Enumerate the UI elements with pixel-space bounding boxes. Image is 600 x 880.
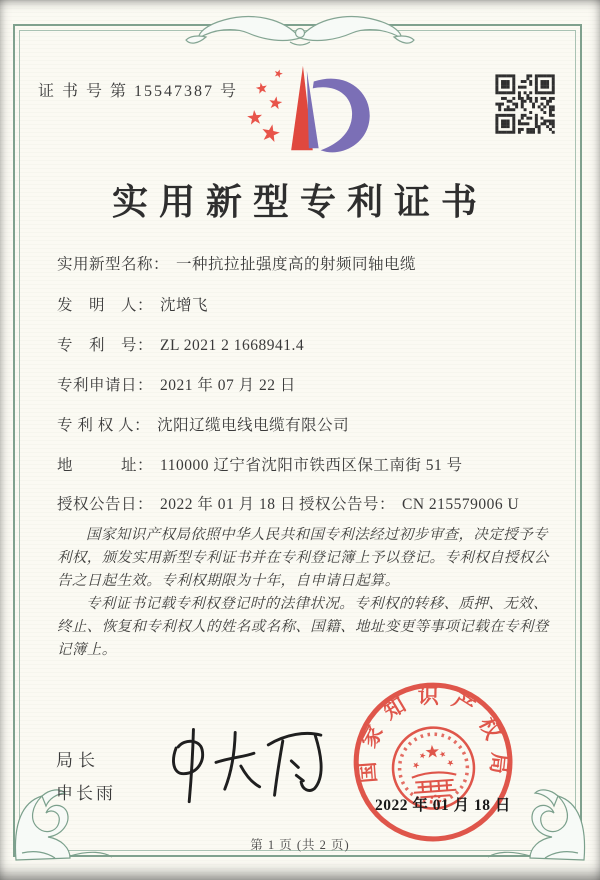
- field-row-grant: [57, 492, 557, 514]
- logo-purple-p: [307, 71, 370, 153]
- field-value: 2021 年 07 月 22 日: [160, 377, 296, 394]
- grant-number: 授权公告号： CN 215579006 U: [299, 496, 520, 513]
- seal-emblem-stars: [412, 743, 454, 768]
- field-row-address: [57, 453, 557, 475]
- grant-date: 授权公告日： 2022 年 01 月 18 日: [57, 496, 296, 513]
- certificate-title: 实用新型专利证书: [111, 182, 488, 222]
- field-row-inventor: [57, 293, 557, 315]
- field-row-filing-date: [57, 373, 557, 395]
- field-row-name: [57, 252, 557, 274]
- seal-date: 2022 年 01 月 18 日: [375, 797, 511, 814]
- qr-code-icon: [494, 73, 556, 135]
- field-value: ZL 2021 2 1668941.4: [160, 337, 305, 354]
- field-value: 一种抗拉扯强度高的射频同轴电缆: [176, 256, 417, 273]
- certificate-number: 证 书 号 第 15547387 号: [38, 83, 239, 100]
- field-label: 专 利 权 人：: [57, 417, 151, 434]
- field-label: 专 利 号：: [57, 337, 154, 354]
- field-value: 110000 辽宁省沈阳市铁西区保工南街 51 号: [160, 457, 463, 474]
- logo-stars: [247, 69, 283, 142]
- legal-paragraph-2: 专利证书记载专利权登记时的法律状况。专利权的转移、质押、无效、终止、恢复和专利权人的姓名或名称、国籍、地址变更等事项记载在专利登记簿上。: [57, 596, 549, 658]
- field-label: 地 址：: [57, 457, 154, 474]
- director-name: 申长雨: [56, 784, 116, 803]
- legal-paragraph-1: 国家知识产权局依照中华人民共和国专利法经过初步审查，决定授予专利权，颁发实用新型专利证书并在专利登记簿上予以登记。专利权自授权公告之日起生效。专利权期限为十年，自申请日起算。: [57, 527, 549, 589]
- handwritten-signature-icon: [150, 717, 333, 815]
- page-number: 第 1 页 (共 2 页): [250, 838, 350, 852]
- field-row-patentee: [57, 413, 557, 435]
- field-value: 沈增飞: [160, 297, 209, 314]
- field-label: 专利申请日：: [57, 377, 154, 394]
- field-row-patent-no: [57, 333, 557, 355]
- field-label: 发 明 人：: [57, 297, 154, 314]
- top-center-ornament: [186, 17, 414, 45]
- field-label: 实用新型名称：: [57, 256, 170, 273]
- field-value: 沈阳辽缆电线电缆有限公司: [157, 417, 350, 434]
- cnipa-logo-icon: [226, 58, 374, 164]
- legal-text: [57, 524, 549, 662]
- seal-org-text: 国家知识产权局: [354, 684, 513, 787]
- official-seal-icon: [341, 669, 525, 853]
- director-role-label: 局长: [56, 751, 100, 770]
- svg-text:国家知识产权局: [350, 678, 514, 797]
